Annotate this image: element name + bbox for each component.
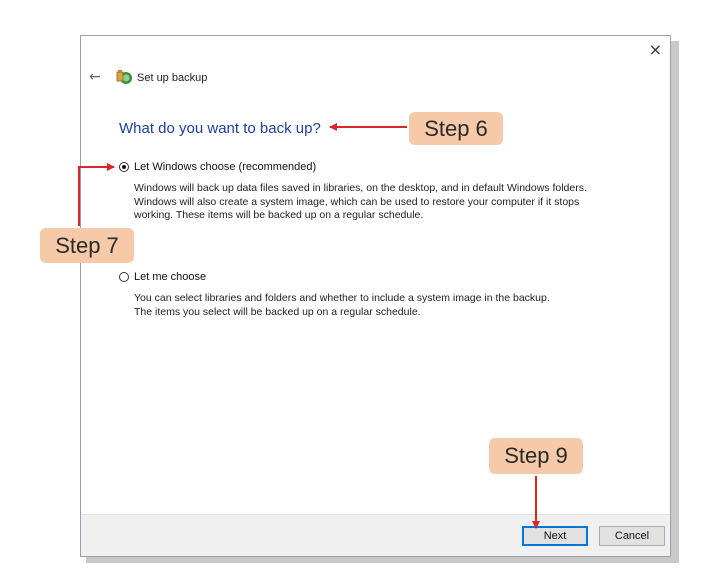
backup-icon [115, 69, 133, 85]
description-line: Windows will back up data files saved in libraries, on the desktop, and in default Windows folders. [134, 182, 587, 194]
next-button[interactable]: Next [522, 526, 588, 546]
window-title: Set up backup [137, 72, 208, 84]
step7-callout: Step 7 [40, 228, 134, 263]
let-me-choose-description [134, 292, 550, 319]
let-windows-choose-label[interactable]: Let Windows choose (recommended) [134, 161, 317, 173]
let-me-choose-radio[interactable] [119, 272, 129, 282]
page-heading: What do you want to back up? [119, 120, 321, 137]
let-windows-choose-radio[interactable] [119, 162, 129, 172]
step9-callout: Step 9 [489, 438, 583, 474]
description-line: You can select libraries and folders and whether to include a system image in the backup. [134, 292, 550, 304]
let-me-choose-label[interactable]: Let me choose [134, 271, 207, 283]
back-arrow-icon[interactable]: ← [89, 69, 101, 85]
description-line: Windows will also create a system image, which can be used to restore your computer if it stops [134, 195, 580, 208]
description-line: working. These items will be backed up on a regular schedule. [134, 209, 424, 221]
close-icon[interactable]: × [648, 40, 662, 59]
dialog-footer [81, 514, 670, 556]
cancel-button[interactable]: Cancel [599, 526, 665, 546]
set-up-backup-dialog [80, 35, 671, 557]
let-windows-choose-description [134, 182, 587, 223]
description-line: The items you select will be backed up on a regular schedule. [134, 305, 421, 318]
step6-callout: Step 6 [409, 112, 503, 145]
